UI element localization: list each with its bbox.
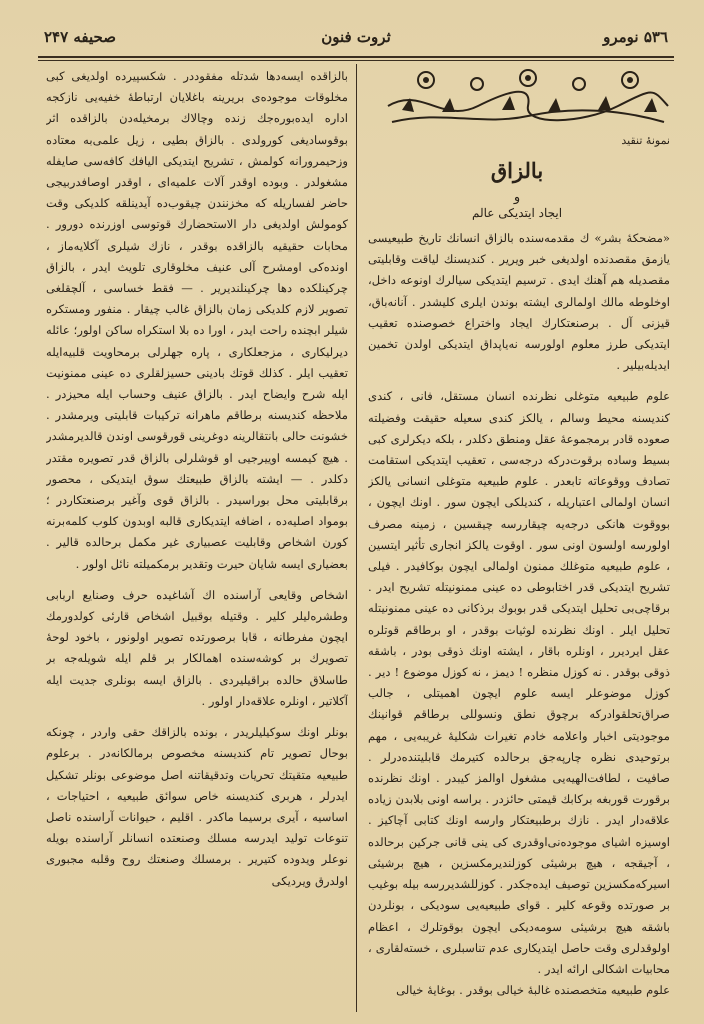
right-column [368, 228, 670, 1014]
paragraph: علوم طبیعیه متوغلی نظرنده انسان مستقل، فانی ، کندی کندیسنه محیط وسالم ، یالکز کندی سعیله حقیقت وفضیلته صعوده قادر برمجموعهٔ عقل ومنطق دکلدر ، بلکه دیکرلری کبی بسیط وساده برقوت‌درکه درجه‌سی ، تعقیب ایتدیکی استقامت تصادف ووقوعاته تابعدر . علوم طبیعیه متوغلی انسانی یالکز انسان اولمالی اعتباریله ، کندیلکی ایچون سور . اونك ایچون ، بووقوت هانکی درجه‌یه چیقاررسه چیقسین ، زمینه مصرف اولورسه اولسون اونی سور . اوقوت یالکز انجاری تأثیر ایتسین ، علوم طبیعیه متوغلك ممنون اولمالی ایچون بوکافیدر . فیلی تشریح ایتدیکی قدر اختابوطی ده عینی ممنونیتله تشریح ایدر . برقاچی‌بی تحلیل ایتدیکی قدر بوبوك برذکانی ده عینی ممنونیتله تحلیل ایلر . اونك نظرنده لوثیات بوقدر ، او برطاقم قوتلره عقل ایردیرر ، اونلره باقار ، ایشته اونك ذوقی بودر ، باشقه ذوقی بوقدر . نه کوزل منظره ! دیمز ، نه کوزل موضوع ! دیر . کوزل موضوعلر ایسه علوم ایچون اهمیتلی ، جالب صراق‌تحلقوادرکه برچوق نطق ونسوللی برطاقم قوانینك موجودیتی اخبار واعلامه خادم تغیرات شکلیهٔ غریبه‌یی ، مهم برتوحیدی نظره چارپه‌جق برحالده کتیرمك قابلیتنده‌درلر . صافیت ، لطافت‌الهیه‌یی مشغول اوالمز کیبدر . اونك نظرنده برقورت قوربغه برکابك قیمتی حائزدر . براسه اونی بلابدن زیاده علاقه‌دار ایدر . نازك برطبیعتکار وارسه اونك کتابی آچاکیز . اوسیزه اشیای موجوده‌نی‌اوقدری کی ینی قانی جرکین برحالده ، آجیقجه ، هیچ برشیئی کوزلندیرمکسزین ، هیچ برشیئی اسیرکه‌مکسزین توصیف ایده‌جکدر . کوزللشدیررسه بیله بوغیب بر صورتده وقوعه کلیر . قوای طبیعیه‌یی سودیکی ، بونلردن باشقه هیچ برشیئی سومه‌دیکی ایچون بوقوتلرك ، اعظام اولوقدلری وقت حاصل ایتدیکاری عدم تناسبلری ، خسته‌لقاری ، محابیات اشکالی ارائه ایدر . [368, 389, 670, 976]
page-number: صحیفه ۲۴۷ [44, 28, 116, 46]
page-header [38, 24, 674, 54]
paragraph: بالزاقده ایسه‌دها شدتله مفقوددر . شکسپیرده اولدیغی کبی مخلوقات موجوده‌ی بریرینه باغلایان ارتباطهٔ خفیه‌یی نازکجه اداره ایده‌بوره‌جك زنده وچالاك برمخیله‌دن بالزاقده اثر بوقوسادیغی کورولدی . بالزاق بطیی ، زیل علمی‌به معتاده وزحیمرورانه کولمش ، تشریح ایتدیکی الیافك کافه‌سی صایفله مشغولدر . وبوده اوقدر آلات علمیه‌ای ، اوقدر اوصافدربیجی حاضر لفساریله که مخزنندن چیقوب‌ده آیدینلقه کلدیکی وقت کومولش اولدیغی دار الاستحضارك قوتوسی اوزرنده دورور . محابات حقیقیه بالزاقده بوقدر ، نازك شیلری آکلایه‌ماز ، اونده‌کی اومشرح آلی عنیف مخلوقاری تلویث ایدر ، بالزاق چرکینلکده دها چرکینلندیریر . — فقط خساسی ، آلچقلغی تصویر لازم کلدیکی زمان بالزاق غالب چیقار . منفور ومستکره شیلر ابچنده راحت ایدر ، اورا ده بلا استکراه ساکن اولور؛ عائله دیرلیکاری ، مزجعلکاری ، پاره جهلرلی برمحاویت قلبیه‌ایله تعقیب ایلر . کذلك قوتك بادینی حسیزلقلری ده عینی ممنونیت ایله شرح وایضاح ایدر . بالزاق عنیف وحساب ایله محیزدر . ملاحظه کندیسنه برطاقم ماهرانه ترکیبات قابلیتی ویرمشدر . خشونت حالی بانتقالرینه دوغرینی قورقوسی اوندن قالدیرمشدر . هیچ کیمسه اوییرجیی او قوشلرلی بالزاق قدر تصویره مقتدر دکلدر . — ایشته بالزاق طبیعتك سوق ایتدیکی ، محصور برقابلیتی محل بوراسیدر . بالزاق قوی وآغیر برصنعتکاردر ؛ بومواد اصلیه‌ده ، اضافه ایتدیکاری قالبه اوبدون کلوب کلمه‌برنه کورن اشخاص وقابلیت عصبیاری غیر مکمل برحالده قالیر . بعضیاری ایسه شایان حیرت وتقدیر برمکمیلته نائل اولور . [46, 69, 348, 571]
journal-name: ثروت فنون [321, 28, 391, 46]
section-label: نمونهٔ تنقید [621, 134, 670, 147]
article-title: بالزاق [490, 158, 544, 183]
subtitle-conjunction: و [513, 190, 521, 205]
paragraph: علوم طبیعیه متخصصنده غالبهٔ خیالی بوقدر . بوغایهٔ خیالی [396, 983, 670, 998]
column-divider [356, 64, 357, 1012]
issue-number: ۵۳٦ نومرو [603, 28, 668, 46]
paragraph: بونلر اونك سوکیلیلریدر ، بونده بالزاقك حقی واردر ، چونکه بوحال تصویر تام کندیسنه مخصوص برمالکانه‌در . برعلوم طبیعیه متقیتك تحریات وتدقیقاتنه اصل موضوعی بونلر تشکیل ایدرلر ، هربری کندیسنه خاص سوائق طبیعیه ، احتیاجات ، اساسیه ، آیری برسیما ماکدر . اقلیم ، حیوانات آراسنده ناصل تنوعات تولید ایدرسه مسلك وصنعتده انسانلر آراسنده بویله نوعلر ویدوده کتیریر . برمسلك وصنعتك روح وقلبه مجبوری اولدرق ویردیکی [46, 725, 348, 888]
paragraph: «مضحکهٔ بشر» ك مقدمه‌سنده بالزاق انسانك تاریخ طبیعیسی یازمق مقصدنده اولدیغی خبر ویریر . کندیسنك لیاقت وقابلیتی مقصدیله هم آهنك ایدی . ترسیم ایتدیکی سیالرك اونوعه داخل، اوخلوطه مالك اولمالری ایشته بوندن ایلری کلیشدر . آنانه‌باق، قیزنی آل . برصنعتکارك ایجاد واختراع خصوصنده تعقیب ایتدیکی طرز معلوم اولورسه نه‌یاپداق ایتدیکی اولدن تخمین ایدیله‌بیلیر . [368, 231, 670, 373]
paragraph: اشخاص وقایعی آراسنده اك آشاغیده حرف وصنایع اربابی وطشره‌لیلر کلیر . وقتیله بوقبیل اشخاص قارئی کولدورمك ایچون مفرطانه ، قابا برصورتده تصویر اولونور ، باخود لوحهٔ تصویرك بر کوشه‌سنده اهمالکار بر قلم ایله شویله‌جه بر طاسلاق حالده براقیلیردی . بالزاق ایسه بونلری جدیت ایله آکلاتیر ، اونلره علاقه‌دار اولور . [46, 587, 348, 708]
header-rule-thin [38, 60, 674, 61]
floral-ornament-icon [382, 66, 674, 130]
header-rule [38, 56, 674, 58]
left-column [46, 66, 348, 1014]
article-subtitle: ایجاد ایتدیکی عالم [471, 206, 563, 220]
